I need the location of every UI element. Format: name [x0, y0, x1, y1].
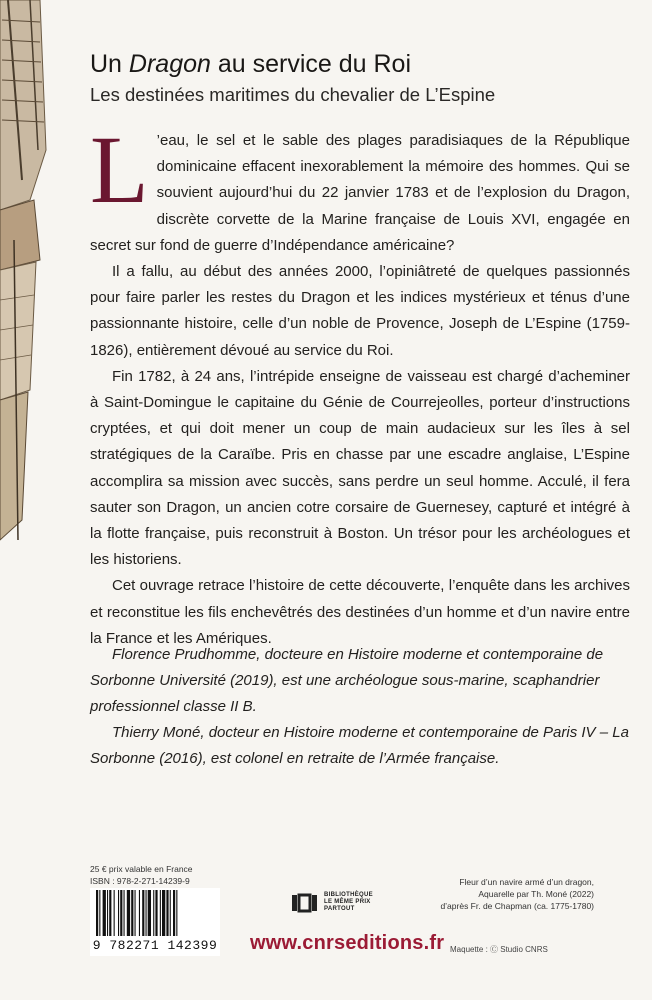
- barcode-bar: [124, 890, 125, 936]
- credit-line-2: Aquarelle par Th. Moné (2022): [478, 889, 594, 899]
- credit-line-1: Fleur d’un navire armé d’un dragon,: [459, 877, 594, 887]
- book-subtitle: Les destinées maritimes du chevalier de L’Espine: [90, 84, 496, 105]
- barcode-bar: [127, 890, 130, 936]
- publisher-logo-text: [324, 892, 373, 913]
- cover-credit: [414, 876, 594, 912]
- author-bio-2: Thierry Moné, docteur en Histoire moderne et contemporaine de Paris IV – La Sorbonne (2016), est colonel en retraite de l’Armée française.: [90, 724, 629, 767]
- barcode-bar: [99, 890, 100, 936]
- barcode-bar: [155, 890, 157, 936]
- publisher-website[interactable]: www.cnrseditions.fr: [250, 932, 445, 954]
- paragraph-1: [90, 116, 630, 259]
- publisher-line-3: PARTOUT: [324, 906, 355, 912]
- publisher-logo: [292, 892, 373, 913]
- barcode-bar: [148, 890, 151, 936]
- barcode-bar: [118, 890, 119, 936]
- paragraph-2: Il a fallu, au début des années 2000, l’opiniâtreté de quelques passionnés pour faire parler les restes du Dragon et les indices mystérieux et ténus d’une passionnante histoire, celle d’un noble de Provence, Joseph de L’Espine (1759-1826), entièrement dévoué au service du Roi.: [90, 263, 630, 359]
- book-title: [90, 48, 630, 80]
- ship-illustration: [0, 0, 62, 560]
- paragraph-4: Cet ouvrage retrace l’histoire de cette découverte, l’enquête dans les archives et reconstitue les fils enchevêtrés des destinées d’un homme et d’un navire entre la France et les Amériques.: [90, 577, 630, 647]
- book-logo-icon: [292, 893, 318, 913]
- barcode-bar: [160, 890, 161, 936]
- barcode-bar: [153, 890, 154, 936]
- paragraph-3: Fin 1782, à 24 ans, l’intrépide enseigne de vaisseau est chargé d’acheminer à Saint-Domingue le capitaine du Génie de Courrejeolles, porteur d’instructions cryptées, et qui doit mener un coup de main audacieux sur les îles à sel stratégiques de la Caraïbe. Pris en chasse par une escadre anglaise, L’Espine accomplira sa mission avec succès, sans perdre un seul homme. Acculé, il fera sauter son Dragon, un ancien cotre corsaire de Guernesey, capturé et intégré à la flotte française, puis reconstruit à Boston. Un trésor pour les archéologues et les historiens.: [90, 367, 630, 569]
- barcode-bar: [96, 890, 98, 936]
- author-bios: [90, 642, 630, 772]
- publisher-line-1: BIBLIOTHÈQUE: [324, 892, 373, 898]
- barcode-digits: 9 782271 142399: [90, 938, 220, 953]
- back-cover-text: [90, 116, 630, 652]
- title-italic: Dragon: [128, 50, 211, 78]
- title-block: [90, 48, 630, 108]
- price-text: 25 € prix valable en France: [90, 864, 193, 874]
- drop-cap: L: [90, 116, 149, 223]
- publisher-line-2: LE MÊME PRIX: [324, 899, 371, 905]
- barcode-bar: [146, 890, 147, 936]
- credit-line-3: d’après Fr. de Chapman (ca. 1775-1780): [440, 901, 594, 911]
- barcode-bar: [120, 890, 122, 936]
- author-bio-1: Florence Prudhomme, docteure en Histoire moderne et contemporaine de Sorbonne Université (2019), est une archéologue sous-marine, scaphandrier professionnel classe II B.: [90, 646, 604, 715]
- isbn-text: ISBN : 978-2-271-14239-9: [90, 876, 190, 886]
- barcode-bar: [166, 890, 168, 936]
- paragraph-1-text: ’eau, le sel et le sable des plages paradisiaques de la République dominicaine effacent inexorablement la mémoire des hommes. Qui se souvient aujourd’hui du 22 janvier 1783 et de l’explosion du Dragon, discrète corvette de la Marine française de Louis XVI, engagée en secret sur fond de guerre d’Indépendance américaine?: [90, 132, 630, 254]
- barcode-bar: [170, 890, 171, 936]
- barcode-bar: [139, 890, 140, 936]
- barcode-bar: [107, 890, 108, 936]
- barcode-bar: [109, 890, 111, 936]
- design-credit: Maquette : Ⓒ Studio CNRS: [450, 945, 548, 954]
- barcode-bar: [142, 890, 144, 936]
- barcode-bar: [162, 890, 165, 936]
- barcode-bar: [131, 890, 133, 936]
- title-suffix: au service du Roi: [210, 50, 412, 78]
- price-isbn: [90, 863, 193, 887]
- barcode-bar: [173, 890, 175, 936]
- barcode-bar: [176, 890, 177, 936]
- barcode-bar: [103, 890, 106, 936]
- title-prefix: Un: [90, 50, 129, 78]
- barcode-bar: [135, 890, 136, 936]
- barcode-bars: [90, 888, 220, 938]
- barcode-bar: [114, 890, 115, 936]
